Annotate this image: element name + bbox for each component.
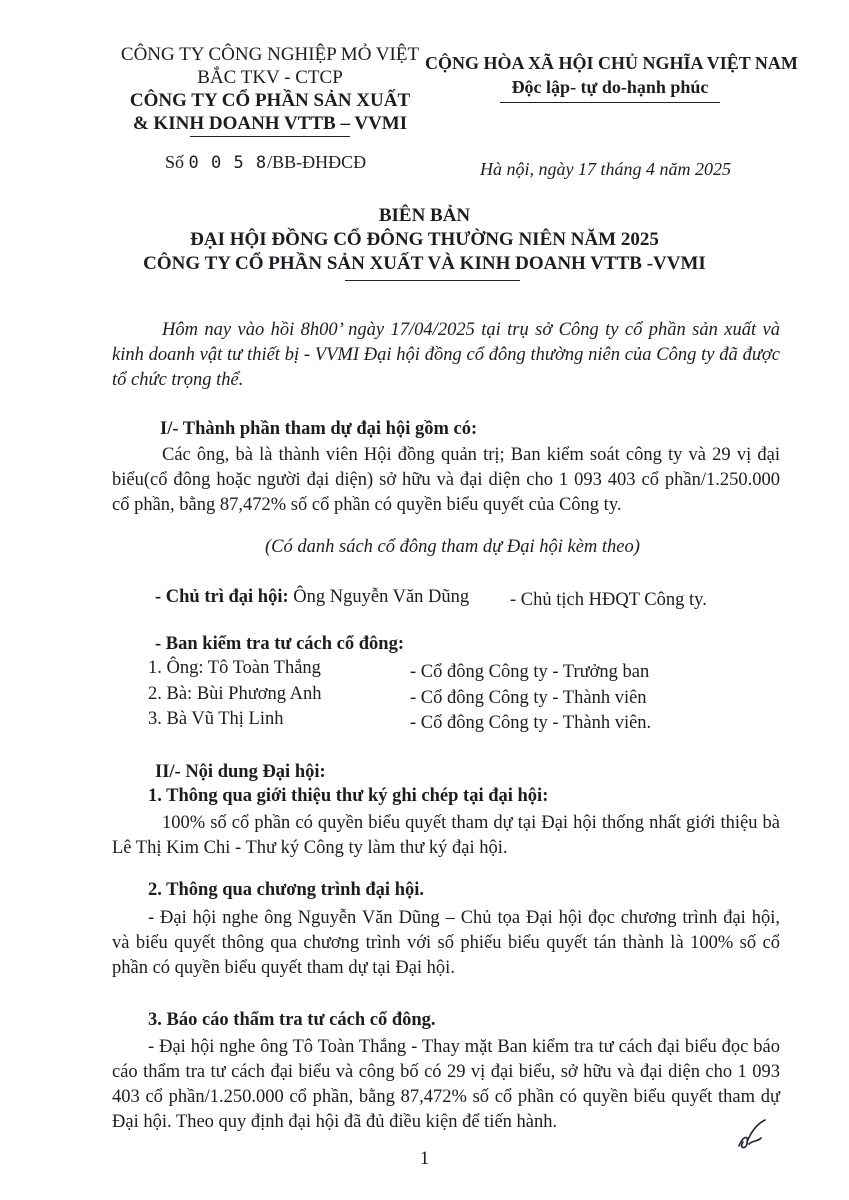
org-parent-line2: BẮC TKV - CTCP: [197, 67, 343, 88]
item-2-heading: 2. Thông qua chương trình đại hội.: [148, 880, 424, 900]
header-left-underline: [190, 136, 350, 137]
chair-label: - Chủ trì đại hội:: [155, 587, 289, 607]
page-number: 1: [419, 1148, 430, 1169]
item-1-paragraph: 100% số cổ phần có quyền biểu quyết tham dự tại Đại hội thống nhất giới thiệu bà Lê Thị Kim Chi - Thư ký Công ty làm thư ký đại hội.: [112, 813, 780, 858]
section-1-paragraph: Các ông, bà là thành viên Hội đồng quản trị; Ban kiểm soát công ty và 29 vị đại biểu(cổ đông hoặc người đại diện) sở hữu và đại diện cho 1 093 403 cổ phần/1.250.000 cổ phần, bằng 87,472% số cổ phần có quyền biểu quyết của Công ty.: [112, 445, 780, 515]
national-motto: Độc lập- tự do-hạnh phúc: [511, 77, 709, 97]
section-2-heading: II/- Nội dung Đại hội:: [155, 762, 326, 782]
item-3-paragraph: - Đại hội nghe ông Tô Toàn Thắng - Thay mặt Ban kiểm tra tư cách đại biểu đọc báo cáo thẩm tra tư cách đại biểu và công bố có 29 vị đại biểu, sở hữu và đại diện cho 1 093 403 cổ phần/1.250.000 cổ phần, bằng 87,472% số cổ phần có quyền biểu quyết tham dự Đại hội. Theo quy định đại hội đã đủ điều kiện để tiến hành.: [112, 1037, 780, 1132]
board-member-name: 2. Bà: Bùi Phương Anh: [148, 684, 322, 704]
board-member-name: 1. Ông: Tô Toàn Thắng: [148, 658, 321, 678]
document-subtitle-2: CÔNG TY CỔ PHẦN SẢN XUẤT VÀ KINH DOANH VTTB -VVMI: [143, 253, 706, 274]
board-member-name: 3. Bà Vũ Thị Linh: [148, 709, 284, 729]
org-name-line2: & KINH DOANH VTTB – VVMI: [132, 113, 408, 134]
doc-no-prefix: Số: [165, 152, 185, 172]
document-number: [165, 152, 366, 173]
chair-name: Ông Nguyễn Văn Dũng: [293, 587, 470, 607]
board-heading: - Ban kiểm tra tư cách cổ đông:: [155, 634, 405, 654]
doc-no-number: 0 0 5 8: [188, 153, 268, 173]
document-title: BIÊN BẢN: [378, 205, 471, 226]
item-2-paragraph: - Đại hội nghe ông Nguyễn Văn Dũng – Chủ tọa Đại hội đọc chương trình đại hội, và biểu quyết thông qua chương trình với số phiếu biểu quyết tán thành là 100% số cổ phần có quyền biểu quyết tham dự tại Đại hội.: [112, 908, 780, 978]
item-1-heading: 1. Thông qua giới thiệu thư ký ghi chép tại đại hội:: [148, 786, 549, 806]
item-3-heading: 3. Báo cáo thẩm tra tư cách cổ đông.: [148, 1010, 436, 1030]
board-member-role: - Cổ đông Công ty - Thành viên: [410, 688, 647, 708]
header-right-underline: [500, 102, 720, 103]
document-subtitle-1: ĐẠI HỘI ĐỒNG CỔ ĐÔNG THƯỜNG NIÊN NĂM 2025: [190, 229, 659, 250]
attendee-list-note: (Có danh sách cổ đông tham dự Đại hội kèm theo): [265, 537, 640, 557]
national-title: CỘNG HÒA XÃ HỘI CHỦ NGHĨA VIỆT NAM: [425, 53, 798, 73]
board-member-role: - Cổ đông Công ty - Thành viên.: [410, 713, 652, 733]
intro-paragraph: Hôm nay vào hồi 8h00’ ngày 17/04/2025 tại trụ sở Công ty cổ phần sản xuất và kinh doanh vật tư thiết bị - VVMI Đại hội đồng cổ đông thường niên của Công ty đã được tổ chức trọng thể.: [112, 320, 780, 390]
org-name-line1: CÔNG TY CỔ PHẦN SẢN XUẤT: [129, 90, 411, 111]
doc-no-suffix: /BB-ĐHĐCĐ: [267, 152, 367, 172]
chair-role: - Chủ tịch HĐQT Công ty.: [510, 590, 707, 610]
document-date: Hà nội, ngày 17 tháng 4 năm 2025: [480, 159, 731, 179]
board-member-role: - Cổ đông Công ty - Trưởng ban: [410, 662, 650, 682]
chair-row: [155, 587, 469, 608]
org-parent-line1: CÔNG TY CÔNG NGHIỆP MỎ VIỆT: [120, 44, 420, 65]
title-underline: [345, 280, 520, 281]
section-1-heading: I/- Thành phần tham dự đại hội gồm có:: [160, 419, 478, 439]
